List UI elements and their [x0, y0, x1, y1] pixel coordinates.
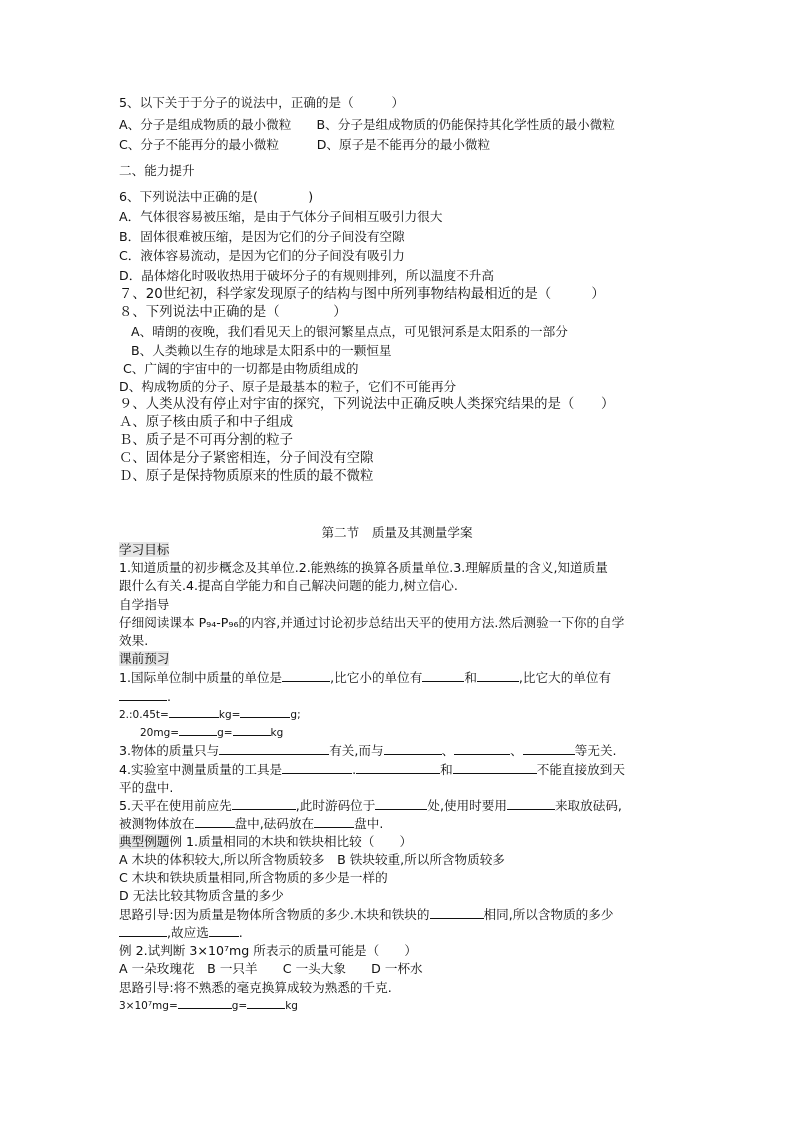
blank-field[interactable] [384, 742, 442, 755]
learning-goals-heading: 学习目标 [119, 542, 170, 557]
section-title: 第二节 质量及其测量学案 [321, 525, 473, 540]
preview-q5: 5.天平在使用前应先 ,此时游码位于 处,使用时要用 来取放砝码, [119, 798, 622, 813]
self-study-line-1: 仔细阅读课本 P₉₄-P₉₆的内容,并通过讨论初步总结出天平的使用方法.然后测验一下你的自学 [119, 615, 625, 630]
q8-option-d: D、构成物质的分子、原子是最基本的粒子，它们不可能再分 [119, 379, 457, 394]
learning-goals-line-1: 1.知道质量的初步概念及其单位.2.能熟练的换算各质量单位.3.理解质量的含义,知道质量 [119, 560, 608, 575]
blank-field[interactable] [219, 742, 329, 755]
q6-option-a: A．气体很容易被压缩，是由于气体分子间相互吸引力很大 [119, 209, 443, 224]
preview-q4-continued: 平的盘中. [119, 780, 174, 795]
self-study-heading: 自学指导 [119, 597, 170, 612]
example-1-options-ab: A 木块的体积较大,所以所含物质较多 B 铁块较重,所以所含物质较多 [119, 852, 505, 867]
blank-field[interactable] [477, 669, 519, 682]
blank-field[interactable] [507, 797, 555, 810]
q8-option-c: C、广阔的宇宙中的一切都是由物质组成的 [123, 361, 359, 376]
example-1-option-d: D 无法比较其物质含量的多少 [119, 888, 284, 903]
blank-field[interactable] [119, 688, 167, 701]
example-2-stem: 例 2.试判断 3×10⁷mg 所表示的质量可能是（ ） [119, 943, 418, 958]
example-1-hint-continued: ,故应选 . [119, 924, 243, 942]
blank-field[interactable] [169, 707, 219, 718]
q5-options-ab: A、分子是组成物质的最小微粒 B、分子是组成物质的仍能保持其化学性质的最小微粒 [119, 117, 615, 132]
preview-q2-part-b: 20mg= g= kg [140, 727, 284, 739]
learning-goals-line-2: 跟什么有关.4.提高自学能力和自己解决问题的能力,树立信心. [119, 578, 458, 593]
blank-field[interactable] [356, 761, 440, 774]
examples-heading: 典型例题 [119, 834, 170, 849]
blank-field[interactable] [178, 998, 232, 1009]
q6-stem: 6、下列说法中正确的是( ) [119, 189, 314, 204]
q6-option-b: B．固体很难被压缩，是因为它们的分子间没有空隙 [119, 229, 405, 244]
q8-stem: ８、下列说法中正确的是（ ） [119, 305, 347, 320]
q9-stem: ９、人类从没有停止对宇宙的探究，下列说法中正确反映人类探究结果的是（ ） [119, 397, 615, 412]
self-study-line-2: 效果. [119, 633, 149, 648]
q9-option-a: Ａ、原子核由质子和中子组成 [119, 415, 294, 430]
blank-field[interactable] [430, 906, 484, 919]
blank-field[interactable] [282, 669, 330, 682]
blank-field[interactable] [232, 797, 296, 810]
example-1-stem-line: 典型例题例 1.质量相同的木块和铁块相比较（ ） [119, 834, 413, 849]
example-1-hint: 思路引导:因为质量是物体所含物质的多少.木块和铁块的 相同,所以含物质的多少 [119, 907, 614, 922]
blank-field[interactable] [453, 761, 537, 774]
section-heading-ability: 二、能力提升 [119, 163, 195, 178]
blank-field[interactable] [240, 707, 290, 718]
blank-field[interactable] [179, 725, 217, 736]
blank-field[interactable] [314, 815, 354, 828]
q9-option-b: Ｂ、质子是不可再分割的粒子 [119, 433, 294, 448]
blank-field[interactable] [247, 998, 285, 1009]
q9-option-d: Ｄ、原子是保持物质原来的性质的最不微粒 [119, 469, 374, 484]
example-2-hint: 思路引导:将不熟悉的毫克换算成较为熟悉的千克. [119, 980, 392, 995]
q8-option-a: A、晴朗的夜晚，我们看见天上的银河繁星点点，可见银河系是太阳系的一部分 [131, 324, 568, 339]
preview-heading: 课前预习 [119, 651, 170, 666]
q9-option-c: Ｃ、固体是分子紧密相连，分子间没有空隙 [119, 451, 374, 466]
example-1-option-c: C 木块和铁块质量相同,所含物质的多少是一样的 [119, 870, 388, 885]
q6-option-c: C．液体容易流动，是因为它们的分子间没有吸引力 [119, 248, 405, 263]
blank-field[interactable] [375, 797, 427, 810]
preview-q3: 3.物体的质量只与 有关,而与 、 、 等无关. [119, 743, 617, 758]
example-2-calculation: 3×10⁷mg= g= kg [119, 1000, 298, 1012]
preview-q1-continued: . [119, 688, 171, 706]
preview-q1: 1.国际单位制中质量的单位是 ,比它小的单位有 和 ,比它大的单位有 [119, 670, 612, 685]
blank-field[interactable] [209, 924, 239, 937]
q7-stem: ７、20世纪初，科学家发现原子的结构与图中所列事物结构最相近的是（ ） [119, 287, 605, 302]
blank-field[interactable] [119, 924, 167, 937]
blank-field[interactable] [523, 742, 575, 755]
blank-field[interactable] [282, 761, 352, 774]
q5-options-cd: C、分子不能再分的最小微粒 D、原子是不能再分的最小微粒 [119, 137, 491, 152]
preview-q4: 4.实验室中测量质量的工具是 . 和 不能直接放到天 [119, 762, 625, 777]
q8-option-b: B、人类赖以生存的地球是太阳系中的一颗恒星 [131, 343, 392, 358]
blank-field[interactable] [195, 815, 235, 828]
preview-q5-continued: 被测物体放在 盘中,砝码放在 盘中. [119, 816, 384, 831]
blank-field[interactable] [233, 725, 271, 736]
blank-field[interactable] [454, 742, 510, 755]
example-2-options: A 一朵玫瑰花 B 一只羊 C 一头大象 D 一杯水 [119, 961, 423, 976]
preview-q2: 2.:0.45t= kg= g; [119, 709, 301, 721]
q6-option-d: D．晶体熔化时吸收热用于破坏分子的有规则排列，所以温度不升高 [119, 268, 494, 283]
blank-field[interactable] [422, 669, 464, 682]
q5-stem: 5、以下关于于分子的说法中，正确的是（ ） [119, 95, 405, 110]
